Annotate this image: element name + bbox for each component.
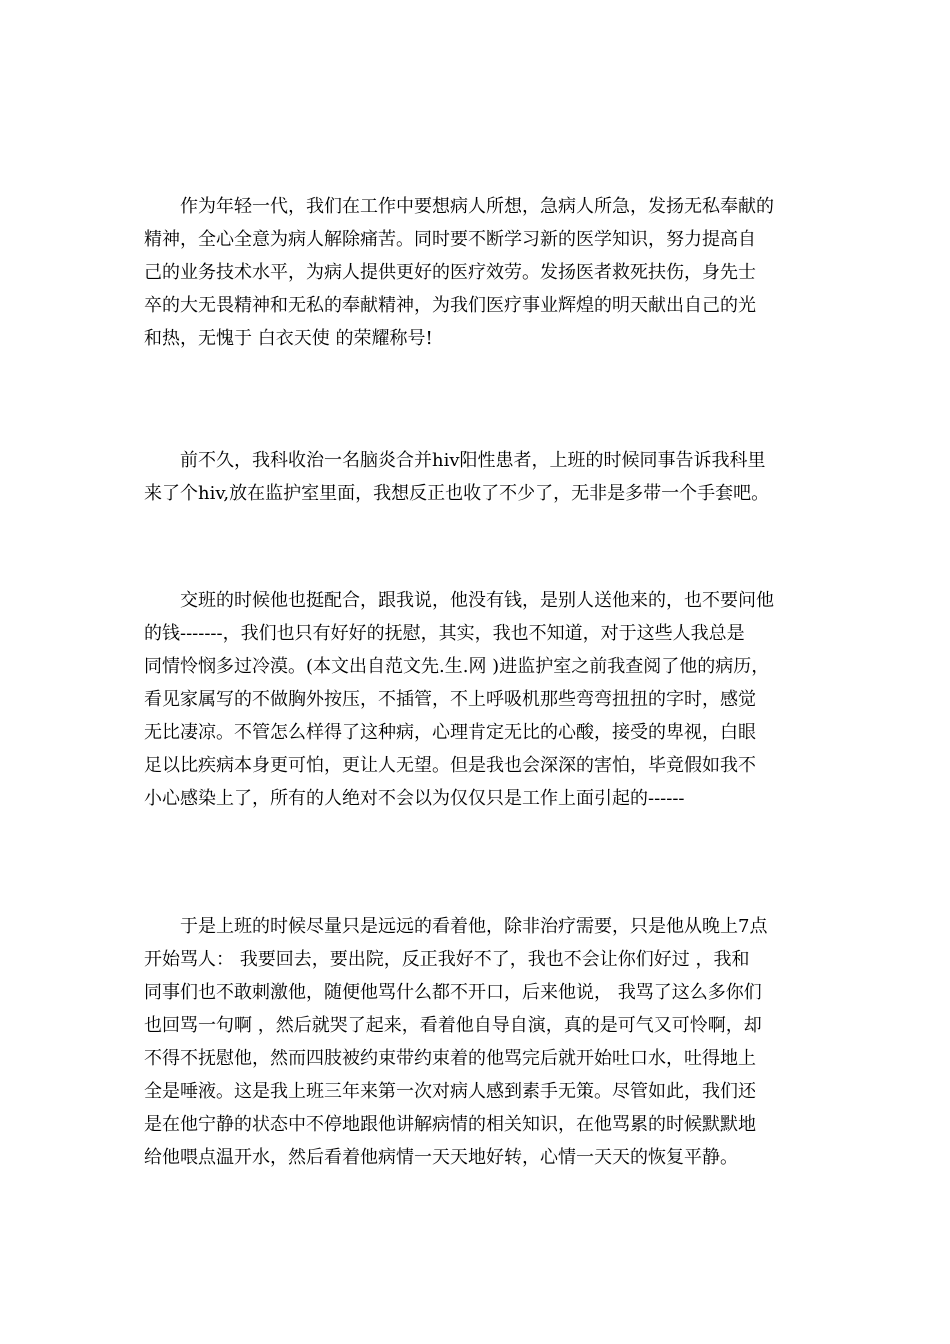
text-line: 卒的大无畏精神和无私的奉献精神，为我们医疗事业辉煌的明天献出自己的光 (144, 295, 756, 316)
text-line: 足以比疾病本身更可怕，更让人无望。但是我也会深深的害怕，毕竟假如我不 (144, 755, 756, 776)
paragraph-4 (144, 910, 824, 1174)
paragraph-1 (144, 190, 824, 355)
text-line: 给他喂点温开水，然后看着他病情一天天地好转，心情一天天的恢复平静。 (144, 1147, 738, 1168)
text-line: 不得不抚慰他，然而四肢被约束带约束着的他骂完后就开始吐口水，吐得地上 (144, 1048, 756, 1069)
text-line: 前不久，我科收治一名脑炎合并hiv阳性患者，上班的时候同事告诉我科里 (144, 450, 766, 471)
text-line: 同事们也不敢刺激他，随便他骂什么都不开口，后来他说， 我骂了这么多你们 (144, 982, 762, 1003)
text-line: 于是上班的时候尽量只是远远的看着他，除非治疗需要，只是他从晚上7点 (144, 916, 768, 937)
text-line: 全是唾液。这是我上班三年来第一次对病人感到素手无策。尽管如此，我们还 (144, 1081, 756, 1102)
text-line: 小心感染上了，所有的人绝对不会以为仅仅只是工作上面引起的------ (144, 788, 685, 809)
text-line: 同情怜悯多过冷漠。(本文出自范文先.生.网 )进监护室之前我查阅了他的病历， (144, 656, 770, 677)
text-line: 精神，全心全意为病人解除痛苦。同时要不断学习新的医学知识，努力提高自 (144, 229, 756, 250)
text-line: 交班的时候他也挺配合，跟我说，他没有钱，是别人送他来的，也不要问他 (144, 590, 774, 611)
text-line: 己的业务技术水平，为病人提供更好的医疗效劳。发扬医者救死扶伤，身先士 (144, 262, 756, 283)
text-line: 也回骂一句啊 ，然后就哭了起来，看着他自导自演，真的是可气又可怜啊，却 (144, 1015, 762, 1036)
text-line: 作为年轻一代，我们在工作中要想病人所想，急病人所急，发扬无私奉献的 (144, 196, 774, 217)
paragraph-3 (144, 584, 824, 815)
text-line: 是在他宁静的状态中不停地跟他讲解病情的相关知识，在他骂累的时候默默地 (144, 1114, 756, 1135)
paragraph-2 (144, 444, 824, 510)
text-line: 看见家属写的不做胸外按压，不插管，不上呼吸机那些弯弯扭扭的字时，感觉 (144, 689, 756, 710)
text-line: 来了个hiv,放在监护室里面，我想反正也收了不少了，无非是多带一个手套吧。 (144, 483, 770, 504)
text-line: 的钱-------，我们也只有好好的抚慰，其实，我也不知道，对于这些人我总是 (144, 623, 745, 644)
text-line: 开始骂人： 我要回去，要出院，反正我好不了，我也不会让你们好过 ，我和 (144, 949, 750, 970)
text-line: 和热，无愧于 白衣天使 的荣耀称号! (144, 328, 433, 349)
text-line: 无比凄凉。不管怎么样得了这种病，心理肯定无比的心酸，接受的卑视，白眼 (144, 722, 756, 743)
